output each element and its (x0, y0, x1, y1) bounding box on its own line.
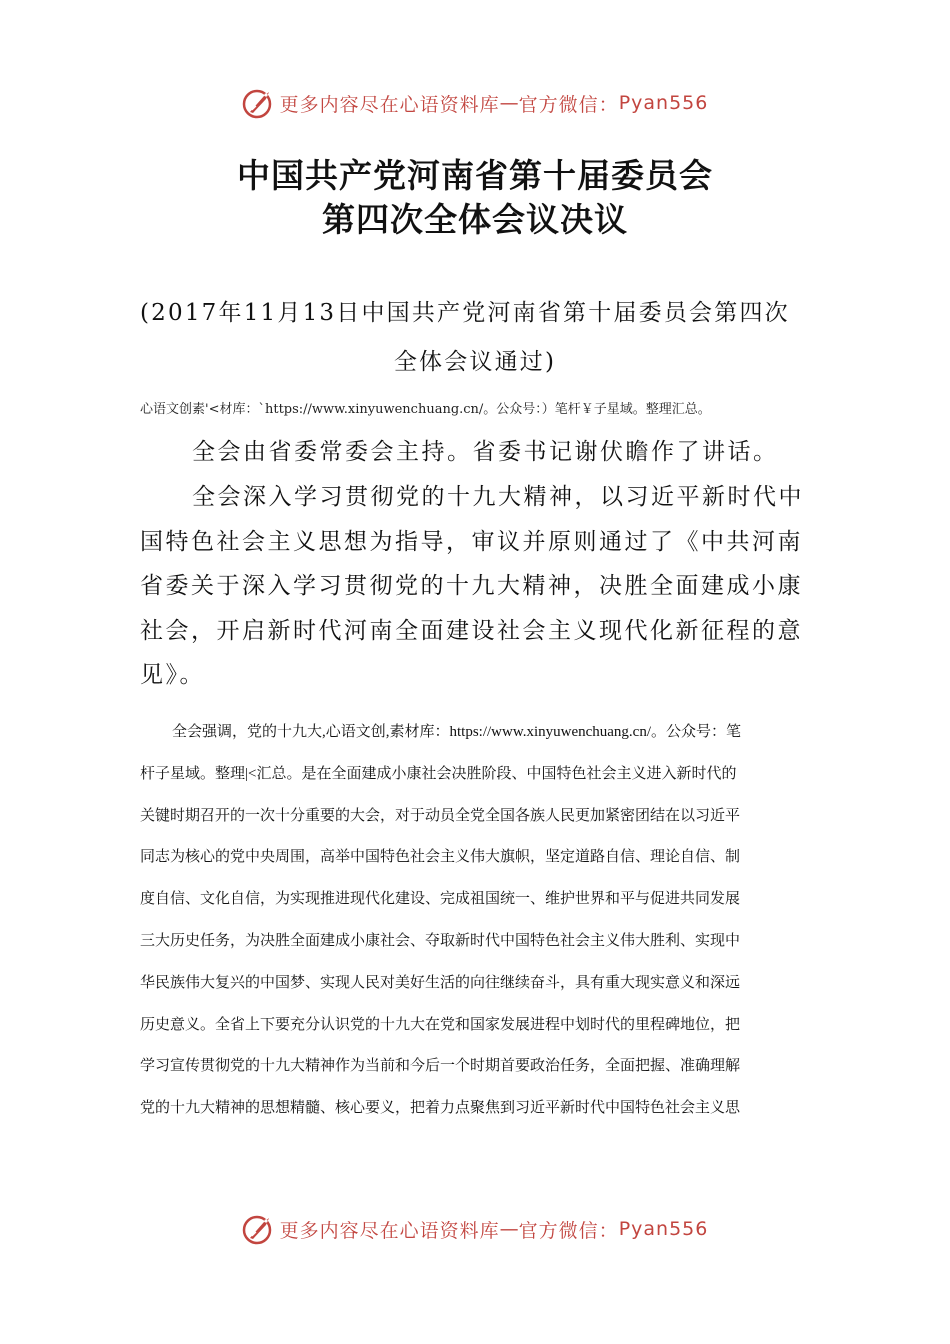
pen-nib-logo-icon (242, 1212, 276, 1246)
paragraph-1: 全会由省委常委会主持。省委书记谢伏瞻作了讲话。 (192, 439, 779, 465)
paragraph-3-line: 同志为核心的党中央周围，高举中国特色社会主义伟大旗帜，坚定道路自信、理论自信、制 (140, 849, 741, 866)
header-watermark-banner (0, 83, 950, 123)
footer-watermark-banner (0, 1209, 950, 1249)
banner-dash: — (499, 1218, 519, 1240)
paragraph-3-line: 党的十九大精神的思想精髓、核心要义，把着力点聚焦到习近平新时代中国特色社会主义思 (140, 1100, 741, 1117)
paragraph-3-line: 历史意义。全省上下要充分认识党的十九大在党和国家发展进程中划时代的里程碑地位，把 (140, 1016, 741, 1033)
paragraph-2-line: 见》。 (140, 662, 205, 688)
paragraph-3-line: 度自信、文化自信，为实现推进现代化建设、完成祖国统一、维护世界和平与促进共同发展 (140, 891, 741, 908)
paragraph-3 (140, 712, 812, 1130)
document-title-line-1: 中国共产党河南省第十届委员会 (237, 156, 713, 195)
banner-wechat-id: Pyan556 (618, 1218, 709, 1240)
paragraph-2 (140, 475, 812, 698)
banner-contact: 官方微信： (518, 1219, 619, 1242)
banner-text: 更多内容尽在心语资料库 (279, 93, 500, 116)
source-note: 心语文创素'<材库：`https://www.xinyuwenchuang.cn/。公众号：）笔杆￥子星域。整理汇总。 (140, 402, 711, 417)
paragraph-3-line: 关键时期召开的一次十分重要的大会，对于动员全党全国各族人民更加紧密团结在以习近平 (140, 807, 741, 824)
paragraph-3-line: 华民族伟大复兴的中国梦、实现人民对美好生活的向往继续奋斗，具有重大现实意义和深远 (140, 974, 741, 991)
document-title-line-2: 第四次全体会议决议 (322, 200, 628, 239)
paragraph-3-line: 杆子星域。整理|<汇总。是在全面建成小康社会决胜阶段、中国特色社会主义进入新时代的 (140, 765, 737, 782)
paragraph-2-line: 全会深入学习贯彻党的十九大精神，以习近平新时代中 (192, 484, 804, 510)
paragraph-3-line: 三大历史任务，为决胜全面建成小康社会、夺取新时代中国特色社会主义伟大胜利、实现中 (140, 932, 741, 949)
subtitle-line-1: (2017年11月13日中国共产党河南省第十届委员会第四次 (140, 300, 790, 326)
pen-nib-logo-icon (242, 86, 276, 120)
banner-contact: 官方微信： (518, 93, 619, 116)
paragraph-2-line: 省委关于深入学习贯彻党的十九大精神，决胜全面建成小康 (140, 573, 803, 599)
paragraph-3-line: 全会强调，党的十九大,心语文创,素材库：https://www.xinyuwenchuang.cn/。公众号：笔 (172, 724, 741, 740)
banner-dash: — (499, 92, 519, 114)
banner-wechat-id: Pyan556 (618, 92, 709, 114)
paragraph-2-line: 国特色社会主义思想为指导，审议并原则通过了《中共河南 (140, 528, 803, 555)
paragraph-2-line: 社会，开启新时代河南全面建设社会主义现代化新征程的意 (140, 617, 803, 644)
subtitle-line-2: 全体会议通过) (393, 349, 557, 375)
paragraph-3-line: 学习宣传贯彻党的十九大精神作为当前和今后一个时期首要政治任务，全面把握、准确理解 (140, 1058, 741, 1075)
banner-text: 更多内容尽在心语资料库 (279, 1219, 500, 1242)
